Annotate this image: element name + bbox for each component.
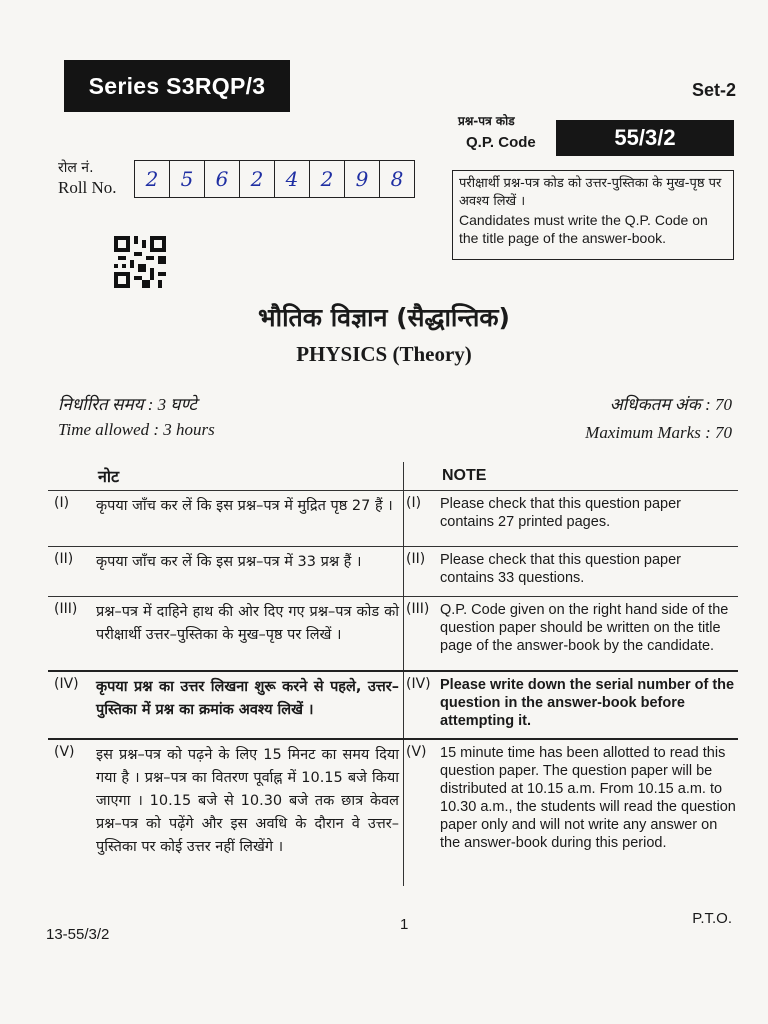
note-text-english: 15 minute time has been allotted to read this question paper. The question paper will be distributed at 10.15 a.m. From 10.15 a.m. to 10.30 a.m., the students will read the question paper only and will not write any answer on the answer-book during this period. xyxy=(440,745,736,851)
note-text-hindi: कृपया जाँच कर लें कि इस प्रश्न–पत्र में 33 प्रश्न हैं । xyxy=(96,554,362,570)
time-allowed: Time allowed : 3 hours xyxy=(58,420,215,439)
roll-digit: 8 xyxy=(390,167,404,191)
note-row xyxy=(48,670,738,738)
note-text-hindi: कृपया जाँच कर लें कि इस प्रश्न–पत्र में मुद्रित पृष्ठ 27 हैं । xyxy=(96,498,393,514)
title-english: PHYSICS (Theory) xyxy=(296,342,472,366)
note-number: (IV) xyxy=(54,676,79,692)
series-badge: Series S3RQP/3 xyxy=(64,60,290,112)
note-number: (II) xyxy=(406,551,426,567)
roll-digit: 9 xyxy=(345,161,380,197)
pto-label: P.T.O. xyxy=(692,910,732,927)
note-text-english: Please write down the serial number of the question in the answer-book before attempting it. xyxy=(440,677,735,729)
time-allowed-hindi: निर्धारित समय : 3 घण्टे xyxy=(58,395,197,414)
note-english-cell xyxy=(404,547,738,596)
note-hindi-cell xyxy=(48,597,404,670)
roll-label-hindi: रोल नं. xyxy=(58,160,94,176)
roll-digit: 6 xyxy=(205,161,240,197)
note-number: (V) xyxy=(406,744,427,760)
note-number: (V) xyxy=(54,744,75,760)
qp-code-badge: 55/3/2 xyxy=(556,120,734,156)
note-text-english: Please check that this question paper contains 27 printed pages. xyxy=(440,496,682,530)
note-row xyxy=(48,490,738,546)
qp-code-label-hindi: प्रश्न-पत्र कोड xyxy=(458,114,515,128)
note-row xyxy=(48,596,738,670)
qr-code-icon xyxy=(114,236,166,288)
note-number: (I) xyxy=(406,495,422,511)
note-english-cell xyxy=(404,740,738,886)
note-text-hindi: प्रश्न–पत्र में दाहिने हाथ की ओर दिए गए प्रश्न–पत्र कोड को परीक्षार्थी उत्तर–पुस्तिका के मुख–पृष्ठ पर लिखें । xyxy=(96,604,399,643)
notes-header-row xyxy=(48,462,738,490)
qp-code-label: Q.P. Code xyxy=(466,134,536,151)
note-row xyxy=(48,546,738,596)
paper-code-footer: 13-55/3/2 xyxy=(46,926,110,943)
note-number: (II) xyxy=(54,551,74,567)
notes-header-hindi: नोट xyxy=(48,462,404,490)
page-number: 1 xyxy=(400,916,409,933)
note-hindi-cell xyxy=(48,672,404,738)
note-hindi-cell xyxy=(48,547,404,596)
roll-digit: 4 xyxy=(275,161,310,197)
note-text-english: Please check that this question paper contains 33 questions. xyxy=(440,552,682,586)
note-english-cell xyxy=(404,672,738,738)
roll-digit: 2 xyxy=(310,161,345,197)
note-english-cell xyxy=(404,597,738,670)
max-marks: Maximum Marks : 70 xyxy=(585,423,732,442)
roll-digit: 5 xyxy=(170,161,205,197)
notes-table xyxy=(48,462,738,886)
note-hindi-cell xyxy=(48,740,404,886)
roll-digit: 2 xyxy=(135,161,170,197)
note-number: (IV) xyxy=(406,676,431,692)
note-english-cell xyxy=(404,491,738,546)
note-number: (III) xyxy=(54,601,78,617)
roll-number-boxes xyxy=(134,160,415,198)
note-hindi-cell xyxy=(48,491,404,546)
note-row xyxy=(48,738,738,886)
note-text-hindi: कृपया प्रश्न का उत्तर लिखना शुरू करने से पहले, उत्तर–पुस्तिका में प्रश्न का क्रमांक अवश्य लिखें । xyxy=(96,679,399,718)
notes-header-english: NOTE xyxy=(442,467,487,484)
note-number: (III) xyxy=(406,601,430,617)
note-text-hindi: इस प्रश्न–पत्र को पढ़ने के लिए 15 मिनट का समय दिया गया है । प्रश्न–पत्र का वितरण पूर्वाह्न में 10.15 बजे किया जाएगा । 10.15 बजे से 10.30 बजे तक छात्र केवल प्रश्न–पत्र को पढ़ेंगे और इस अवधि के दौरान वे उत्तर–पुस्तिका पर कोई उत्तर नहीं लिखेंगे । xyxy=(96,747,399,855)
set-label: Set-2 xyxy=(691,80,736,100)
instruction-english: Candidates must write the Q.P. Code on the title page of the answer-book. xyxy=(459,212,708,246)
roll-label: Roll No. xyxy=(58,178,117,197)
roll-digit: 2 xyxy=(240,161,275,197)
max-marks-hindi: अधिकतम अंक : 70 xyxy=(609,395,732,414)
instruction-hindi: परीक्षार्थी प्रश्न-पत्र कोड को उत्तर-पुस्तिका के मुख-पृष्ठ पर अवश्य लिखें । xyxy=(459,176,722,209)
qp-code-instruction-box xyxy=(452,170,734,260)
note-number: (I) xyxy=(54,495,70,511)
title-hindi: भौतिक विज्ञान (सैद्धान्तिक) xyxy=(258,303,510,332)
note-text-english: Q.P. Code given on the right hand side of the question paper should be written on the title page of the answer-book by the candidate. xyxy=(440,602,729,654)
